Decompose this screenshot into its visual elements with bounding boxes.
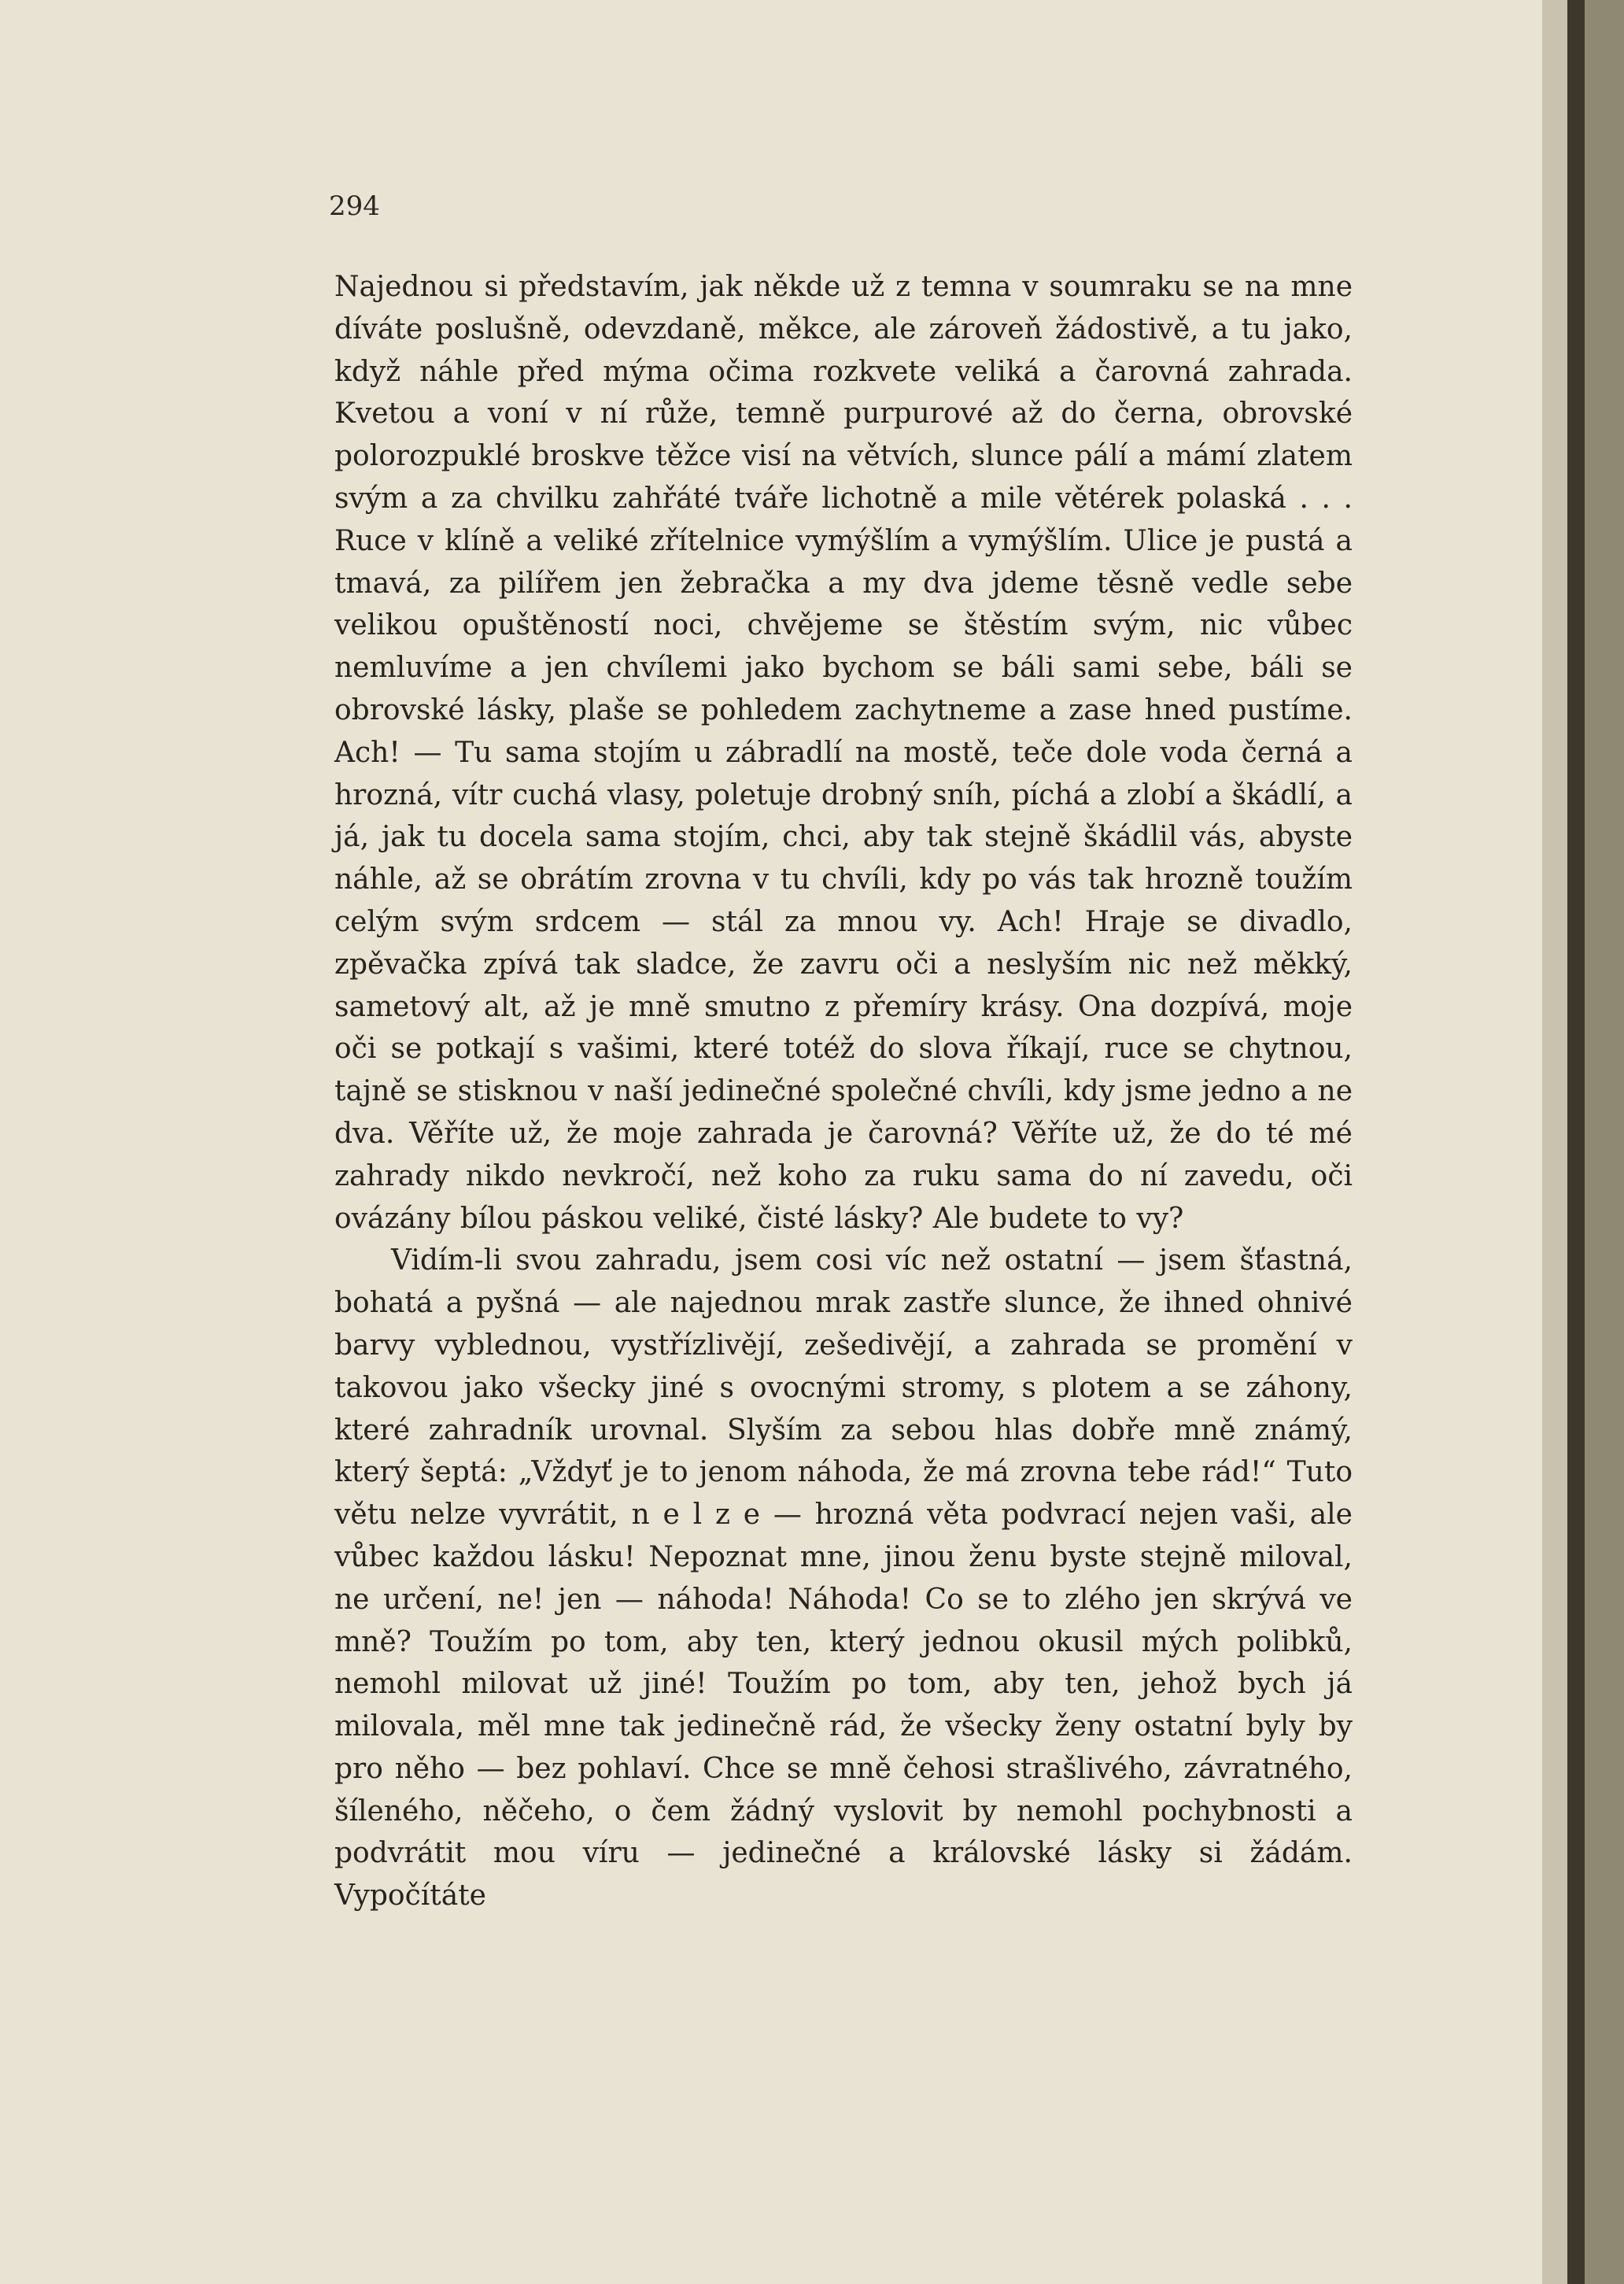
scan-border <box>1585 0 1624 2284</box>
page-edge-shadow <box>1542 0 1567 2284</box>
paragraph-2: Vidím-li svou zahradu, jsem cosi víc než ostatní — jsem šťastná, bohatá a pyšná — ale najednou mrak zastře slunce, že ihned ohnivé barvy vyblednou, vystřízlivějí, zešedivějí, a zahrada se promění v takovou jako všecky jiné s ovocnými stromy, s plotem a se záhony, které zahradník urovnal. Slyším za sebou hlas dobře mně známý, který šeptá: „Vždyť je to jenom náhoda, že má zrovna tebe rád!“ Tuto větu nelze vyvrátit, n e l z e — hrozná věta podvrací nejen vaši, ale vůbec každou lásku! Nepoznat mne, jinou ženu byste stejně miloval, ne určení, ne! jen — náhoda! Náhoda! Co se to zlého jen skrývá ve mně? Toužím po tom, aby ten, který jednou okusil mých polibků, nemohl milovat už jiné! Toužím po tom, aby ten, jehož bych já milovala, měl mne tak jedinečně rád, že všecky ženy ostatní byly by pro něho — bez pohlaví. Chce se mně čehosi strašlivého, závratného, šíleného, něčeho, o čem žádný vyslovit by nemohl pochybnosti a podvrátit mou víru — jedinečné a královské lásky si žádám. Vypočítáte <box>334 1244 1353 1913</box>
page-number: 294 <box>329 190 380 222</box>
paragraph-1: Najednou si představím, jak někde už z temna v soumraku se na mne díváte poslušně, odevzdaně, měkce, ale zároveň žádostivě, a tu jako, když náhle před mýma očima rozkvete veliká a čarovná zahrada. Kvetou a voní v ní růže, temně purpurové až do černa, obrovské polorozpuklé broskve těžce visí na větvích, slunce pálí a mámí zlatem svým a za chvilku zahřáté tváře lichotně a mile větérek polaská . . . Ruce v klíně a veliké zřítelnice vymýšlím a vymýšlím. Ulice je pustá a tmavá, za pilířem jen žebračka a my dva jdeme těsně vedle sebe velikou opuštěností noci, chvějeme se štěstím svým, nic vůbec nemluvíme a jen chvílemi jako bychom se báli sami sebe, báli se obrovské lásky, plaše se pohledem zachytneme a zase hned pustíme. Ach! — Tu sama stojím u zábradlí na mostě, teče dole voda černá a hrozná, vítr cuchá vlasy, poletuje drobný sníh, píchá a zlobí a škádlí, a já, jak tu docela sama stojím, chci, aby tak stejně škádlil vás, abyste náhle, až se obrátím zrovna v tu chvíli, kdy po vás tak hrozně toužím celým svým srdcem — stál za mnou vy. Ach! Hraje se divadlo, zpěvačka zpívá tak sladce, že zavru oči a neslyším nic než měkký, sametový alt, až je mně smutno z přemíry krásy. Ona dozpívá, moje oči se potkají s vašimi, které totéž do slova říkají, ruce se chytnou, tajně se stisknou v naší jedinečné společné chvíli, kdy jsme jedno a ne dva. Věříte už, že moje zahrada je čarovná? Věříte už, že do té mé zahrady nikdo nevkročí, než koho za ruku sama do ní zavedu, oči ovázány bílou páskou veliké, čisté lásky? Ale budete to vy? <box>334 271 1353 1235</box>
book-spine-edge <box>1567 0 1585 2284</box>
body-text <box>334 266 1353 1917</box>
